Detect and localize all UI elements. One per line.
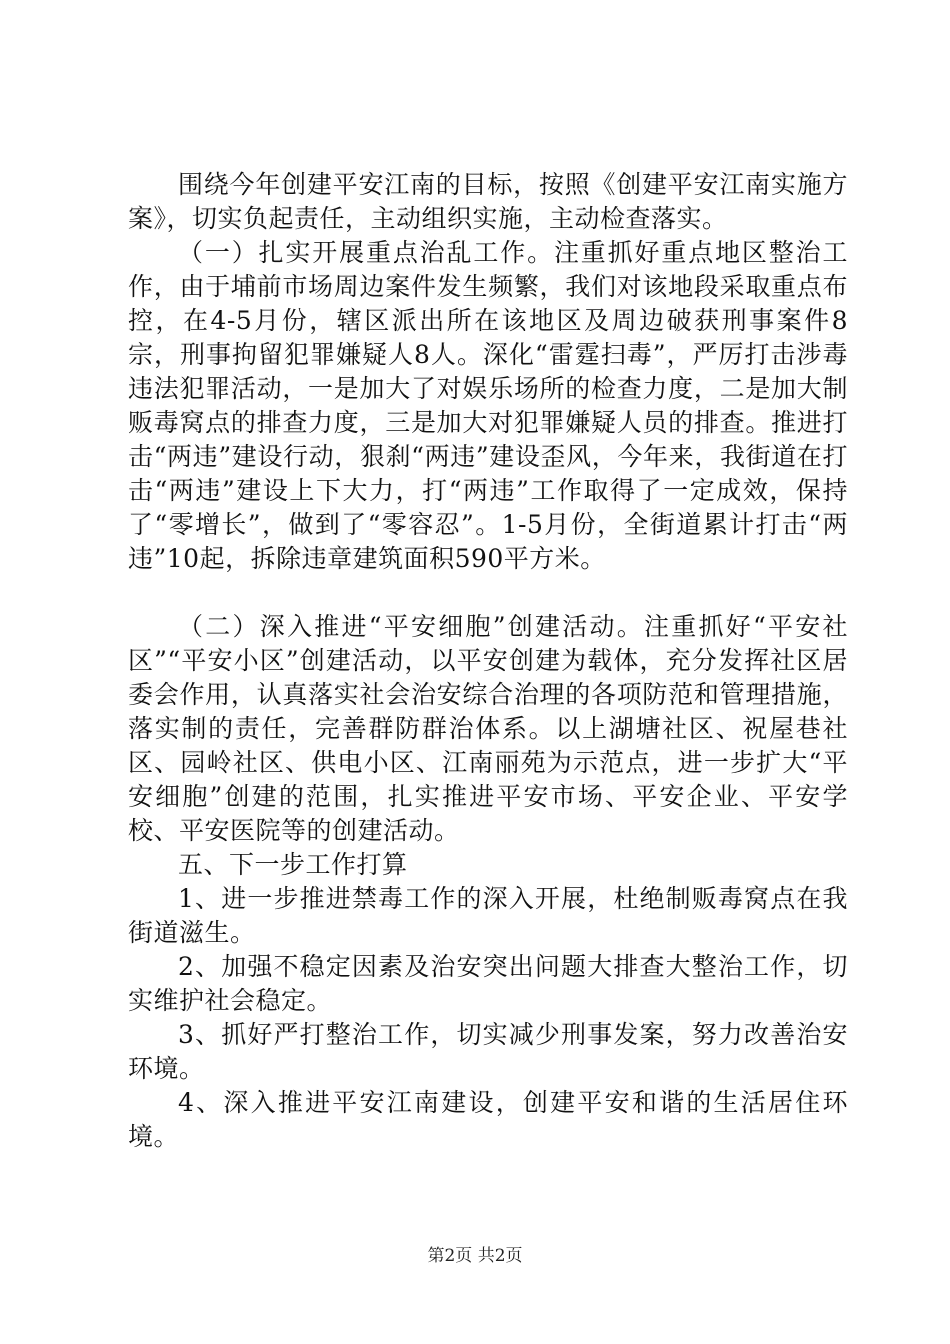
page-number-footer: 第2页 共2页 — [427, 1246, 523, 1266]
document-body — [128, 168, 848, 1154]
plan-item-3: 3、抓好严打整治工作，切实减少刑事发案，努力改善治安环境。 — [128, 1020, 848, 1083]
intro-paragraph: 围绕今年创建平安江南的目标，按照《创建平安江南实施方案》，切实负起责任，主动组织实施，主动检查落实。 — [128, 170, 848, 233]
section-five-heading: 五、下一步工作打算 — [178, 850, 408, 879]
plan-item-4: 4、深入推进平安江南建设，创建平安和谐的生活居住环境。 — [128, 1088, 848, 1151]
plan-item-1: 1、进一步推进禁毒工作的深入开展，杜绝制贩毒窝点在我街道滋生。 — [128, 884, 848, 947]
plan-item-2: 2、加强不稳定因素及治安突出问题大排查大整治工作，切实维护社会稳定。 — [128, 952, 848, 1015]
section-one-paragraph: （一）扎实开展重点治乱工作。注重抓好重点地区整治工作，由于埔前市场周边案件发生频繁，我们对该地段采取重点布控，在4-5月份，辖区派出所在该地区及周边破获刑事案件8宗，刑事拘留犯罪嫌疑人8人。深化“雷霆扫毒”，严厉打击涉毒违法犯罪活动，一是加大了对娱乐场所的检查力度，二是加大制贩毒窝点的排查力度，三是加大对犯罪嫌疑人员的排查。推进打击“两违”建设行动，狠刹“两违”建设歪风，今年来，我街道在打击“两违”建设上下大力，打“两违”工作取得了一定成效，保持了“零增长”，做到了“零容忍”。1-5月份，全街道累计打击“两违”10起，拆除违章建筑面积590平方米。 — [128, 238, 848, 573]
section-two-paragraph: （二）深入推进“平安细胞”创建活动。注重抓好“平安社区”“平安小区”创建活动，以平安创建为载体，充分发挥社区居委会作用，认真落实社会治安综合治理的各项防范和管理措施，落实制的责任，完善群防群治体系。以上湖塘社区、祝屋巷社区、园岭社区、供电小区、江南丽苑为示范点，进一步扩大“平安细胞”创建的范围，扎实推进平安市场、平安企业、平安学校、平安医院等的创建活动。 — [128, 612, 848, 845]
